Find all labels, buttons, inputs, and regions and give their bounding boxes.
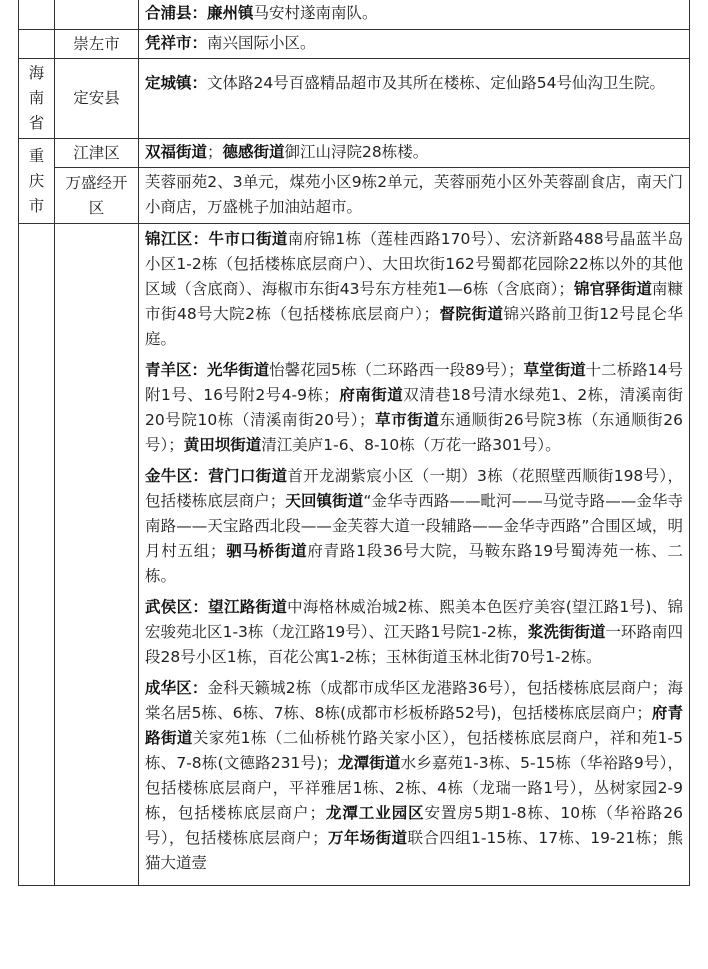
text-run: 南府锦1栋（莲桂西路170号）、宏济新路488号晶蓝半岛小区1-2栋（包括楼栋底层商户）、大田坎街162号蜀都花园除22栋以外的其他区域（含底商）、海椒市东街43号东方桂苑1—6栋（含底商）； (145, 230, 683, 298)
place-name-bold: 德感街道 (222, 143, 285, 161)
text-run: 中海格林威治城2栋、熙美本色医疗美容(望江路1号)、锦宏骏苑北区1-3栋（龙江路19号）、江天路1号院1-2栋， (145, 598, 683, 641)
text-run: 南糠市街48号大院2栋（包括楼栋底层商户）； (145, 280, 683, 323)
place-name-bold: 天回镇街道 (285, 492, 364, 510)
text-run: 双清巷18号清水绿苑1、2栋，清溪南街20号院10栋（清溪南街20号）； (145, 386, 683, 429)
district-paragraph (145, 358, 683, 458)
place-name-bold: 万年场街道 (327, 829, 408, 847)
province-cell (19, 224, 55, 886)
city-cell (55, 224, 139, 886)
text-run: 锦兴路前卫街12号昆仑华庭。 (145, 305, 683, 348)
place-name-bold: 凭祥市： (145, 34, 208, 52)
text-run: 水乡嘉苑1-3栋、5-15栋（华裕路9号），包括楼栋底层商户，平祥雅居1栋、2栋、4栋（龙瑞一路1号），丛树家园2-9栋，包括楼栋底层商户； (145, 754, 683, 822)
place-name-bold: 双福街道 (145, 143, 208, 161)
place-name-bold: 营门口街道 (208, 467, 288, 485)
place-name-bold: 龙潭工业园区 (324, 804, 425, 822)
city-cell: 江津区 (55, 139, 139, 168)
city-cell (55, 0, 139, 30)
place-name-bold: 驷马桥街道 (225, 542, 308, 560)
place-name-bold: 武侯区： (145, 598, 209, 616)
place-name-bold: 督院街道 (439, 305, 504, 323)
text-run: 怡馨花园5栋（二环路西一段89号）； (269, 361, 524, 379)
place-name-bold: 浆洗街街道 (527, 623, 606, 641)
text-run: 南兴国际小区。 (207, 34, 316, 52)
text-run: 金科天籁城2栋（成都市成华区龙港路36号），包括楼栋底层商户；海棠名居5栋、6栋、7栋、8栋(成都市杉板桥路52号)，包括楼栋底层商户； (145, 679, 683, 722)
province-cell (19, 30, 55, 59)
table-row (19, 30, 690, 59)
text-run: ； (207, 143, 223, 161)
table-row (19, 0, 690, 30)
place-name-bold: 锦江区： (145, 230, 209, 248)
place-name-bold: 府青路街道 (145, 704, 683, 747)
table-row (19, 59, 690, 139)
table-row (19, 139, 690, 168)
text-run: “金华寺西路——毗河——马觉寺路——金华寺南路——天宝路西北段——金芙蓉大道一段辅路——金华寺西路”合围区域，明月村五组； (145, 492, 683, 560)
table-row (19, 168, 690, 224)
text-run: 府青路1段36号大院，马鞍东路19号蜀涛苑一栋、二栋。 (145, 542, 683, 585)
place-name-bold: 草堂街道 (523, 361, 586, 379)
district-content-cell (139, 224, 690, 886)
province-label: 海南省 (28, 64, 45, 132)
city-cell: 定安县 (55, 59, 139, 139)
place-name-bold: 望江路街道 (208, 598, 288, 616)
district-paragraph (145, 595, 683, 670)
city-label: 万盛经开区 (65, 173, 128, 217)
province-cell (19, 0, 55, 30)
text-run: 东通顺街26号院3栋（东通顺街26号）； (145, 411, 683, 454)
place-name-bold: 锦官驿街道 (573, 280, 652, 298)
place-name-bold: 黄田坝街道 (183, 436, 262, 454)
place-name-bold: 定城镇： (145, 74, 208, 92)
text-run: 一环路南四段28号小区1栋，百花公寓1-2栋；玉林街道玉林北街70号1-2栋。 (145, 623, 683, 666)
city-cell: 崇左市 (55, 30, 139, 59)
city-cell (55, 168, 139, 224)
text-run: 芙蓉丽苑2、3单元，煤苑小区9栋2单元，芙蓉丽苑小区外芙蓉副食店，南天门小商店，万盛桃子加油站超市。 (145, 173, 683, 216)
district-paragraph (145, 464, 683, 589)
content-cell (139, 59, 690, 139)
district-paragraph (145, 227, 683, 352)
place-name-bold: 龙潭街道 (337, 754, 401, 772)
place-name-bold: 府南街道 (338, 386, 404, 404)
text-run: 御江山浔院28栋楼。 (284, 143, 429, 161)
place-name-bold: 合浦县： (145, 4, 208, 22)
place-name-bold: 金牛区： (145, 467, 209, 485)
place-name-bold: 牛市口街道 (208, 230, 288, 248)
province-label: 重庆市 (28, 146, 45, 215)
place-name-bold: 成华区： (145, 679, 208, 697)
district-paragraph (145, 676, 683, 876)
place-name-bold: 光华街道 (207, 361, 270, 379)
content-cell (139, 0, 690, 30)
text-run: 清江美庐1-6、8-10栋（万花一路301号）。 (261, 436, 561, 454)
text-run: 十二桥路14号附1号、16号附2号4-9栋； (145, 361, 683, 404)
content-cell (139, 139, 690, 168)
place-name-bold: 草市街道 (374, 411, 440, 429)
province-cell (19, 59, 55, 139)
text-run: 安置房5期1-8栋、10栋（华裕路26号），包括楼栋底层商户； (145, 804, 683, 847)
content-cell (139, 30, 690, 59)
content-cell (139, 168, 690, 224)
place-name-bold: 廉州镇 (207, 4, 254, 22)
place-name-bold: 青羊区： (145, 361, 208, 379)
text-run: 马安村遂南南队。 (253, 4, 378, 22)
text-run: 关家苑1栋（二仙桥桃竹路关家小区），包括楼栋底层商户，祥和苑1-5栋、7-8栋(文德路231号)； (145, 729, 683, 772)
risk-area-table (18, 0, 690, 886)
text-run: 文体路24号百盛精品超市及其所在楼栋、定仙路54号仙沟卫生院。 (207, 74, 665, 92)
text-run: 联合四组1-15栋、17栋、19-21栋；熊猫大道壹 (145, 829, 683, 872)
province-cell (19, 139, 55, 224)
text-run: 首开龙湖紫宸小区（一期）3栋（花照壁西顺街198号），包括楼栋底层商户； (145, 467, 683, 510)
table-row (19, 224, 690, 886)
